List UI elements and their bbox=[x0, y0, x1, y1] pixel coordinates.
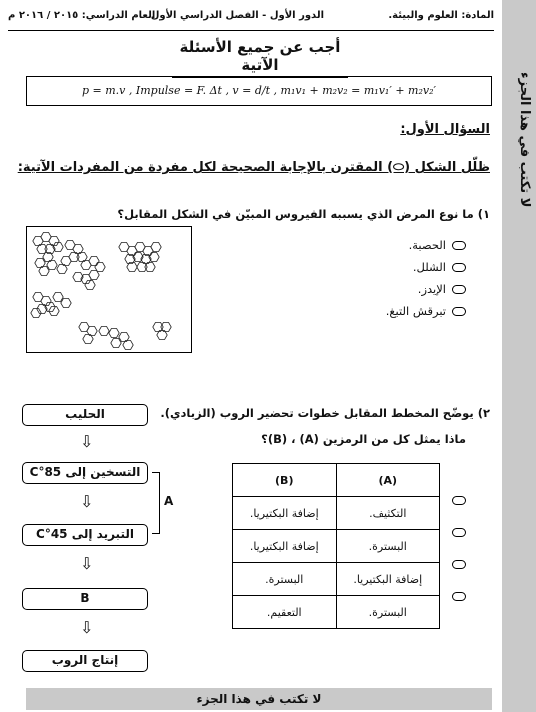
step-yogurt: إنتاج الروب bbox=[22, 650, 148, 672]
table-cell: البسترة. bbox=[336, 596, 440, 629]
year-label: العام الدراسي: ٢٠١٥ / ٢٠١٦ م bbox=[8, 10, 156, 21]
page-title: أجب عن جميع الأسئلة الآتية bbox=[172, 38, 348, 78]
footer-bar: لا تكتب في هذا الجزء bbox=[26, 688, 492, 710]
table-cell: إضافة البكتيريا. bbox=[233, 530, 337, 563]
table-row bbox=[233, 497, 440, 530]
answer-oval[interactable] bbox=[452, 592, 466, 601]
table-header-row bbox=[233, 464, 440, 497]
option-aids[interactable]: الإيدز. bbox=[346, 278, 466, 300]
table-cell: التكثيف. bbox=[336, 497, 440, 530]
down-arrow-icon: ⇩ bbox=[80, 554, 94, 573]
step-milk: الحليب bbox=[22, 404, 148, 426]
bracket-label-a: A bbox=[164, 494, 174, 508]
down-arrow-icon: ⇩ bbox=[80, 492, 94, 511]
yogurt-flowchart bbox=[0, 0, 180, 680]
down-arrow-icon: ⇩ bbox=[80, 432, 94, 451]
option-measles[interactable]: الحصبة. bbox=[346, 234, 466, 256]
table-row bbox=[233, 530, 440, 563]
table-cell: البسترة. bbox=[233, 563, 337, 596]
option-polio[interactable]: الشلل. bbox=[346, 256, 466, 278]
step-cooling: التبريد إلى 45°C bbox=[22, 524, 148, 546]
do-not-write-label: لا تكتب في هذا الجزء bbox=[517, 72, 532, 208]
table-cell: إضافة البكتيريا. bbox=[336, 563, 440, 596]
formula-box: p = m.v , Impulse = F. Δt , v = d/t , m₁v₁ + m₂v₂ = m₁v₁′ + m₂v₂′ bbox=[26, 76, 492, 106]
header-b: (B) bbox=[233, 464, 337, 497]
table-answer-ovals bbox=[450, 496, 466, 624]
answer-oval[interactable] bbox=[452, 560, 466, 569]
answer-table bbox=[232, 463, 440, 629]
item2-question: ٢) يوضّح المخطط المقابل خطوات تحضير الروب (الزبادي). bbox=[160, 406, 490, 420]
answer-oval[interactable] bbox=[452, 307, 466, 316]
answer-oval[interactable] bbox=[452, 496, 466, 505]
bracket-a bbox=[152, 472, 160, 534]
item1-question: ١) ما نوع المرض الذي يسببه الفيروس المبيّن في الشكل المقابل؟ bbox=[117, 207, 490, 221]
table-row bbox=[233, 563, 440, 596]
session-label: الدور الأول - الفصل الدراسي الأول bbox=[150, 10, 324, 21]
subject-label: المادة: العلوم والبيئة. bbox=[388, 10, 494, 21]
down-arrow-icon: ⇩ bbox=[80, 618, 94, 637]
margin-strip bbox=[502, 0, 536, 712]
table-cell: البسترة. bbox=[336, 530, 440, 563]
option-tobacco-mosaic[interactable]: تبرقش التبغ. bbox=[346, 300, 466, 322]
instruction-text: ظلّل الشكل (⬭) المقترن بالإجابة الصحيحة لكل مفردة من المفردات الآتية: bbox=[17, 160, 490, 175]
step-heating: التسخين إلى 85°C bbox=[22, 462, 148, 484]
item1-options bbox=[346, 234, 466, 322]
step-b: B bbox=[22, 588, 148, 610]
answer-oval[interactable] bbox=[452, 285, 466, 294]
answer-oval[interactable] bbox=[452, 263, 466, 272]
answer-oval[interactable] bbox=[452, 241, 466, 250]
question-heading: السؤال الأول: bbox=[400, 122, 490, 137]
answer-oval[interactable] bbox=[452, 528, 466, 537]
table-row bbox=[233, 596, 440, 629]
table-cell: إضافة البكتيريا. bbox=[233, 497, 337, 530]
table-cell: التعقيم. bbox=[233, 596, 337, 629]
item2-subquestion: ماذا يمثل كل من الرمزين (A) ، (B)؟ bbox=[261, 432, 466, 446]
header-a: (A) bbox=[336, 464, 440, 497]
